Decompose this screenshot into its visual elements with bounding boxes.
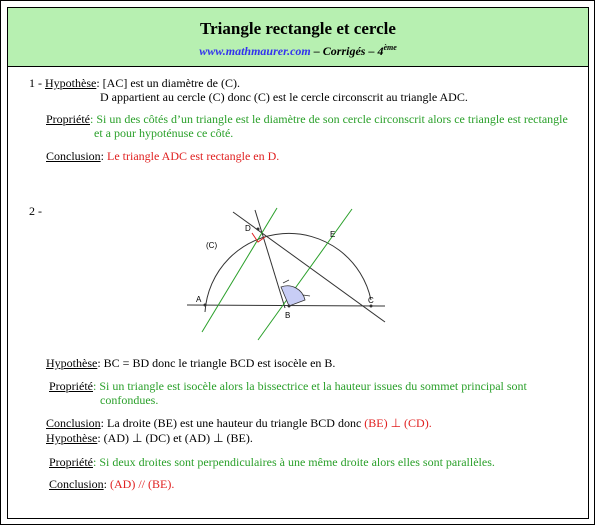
- conclusion-colon: :: [103, 477, 111, 491]
- conclusion-label: Conclusion: [49, 477, 104, 491]
- hypothesis-text: : (AD) ⊥ (DC) et (AD) ⊥ (BE).: [97, 431, 253, 445]
- conclusion-label: Conclusion: [46, 416, 101, 430]
- part2-property-1: [49, 379, 527, 393]
- property-label: Propriété: [49, 379, 93, 393]
- property-text: : Si un triangle est isocèle alors la bissectrice et la hauteur issues du sommet principal sont: [93, 379, 527, 393]
- part2-number: 2 -: [29, 204, 42, 218]
- conclusion-text: : La droite (BE) est une hauteur du triangle BCD donc: [100, 416, 365, 430]
- line-ad: [202, 208, 277, 332]
- part1-number: 1 -: [29, 76, 45, 90]
- point-a: [204, 304, 207, 307]
- conclusion-text: Le triangle ADC est rectangle en D.: [107, 149, 280, 163]
- label-b: B: [285, 311, 291, 320]
- site-link[interactable]: www.mathmaurer.com: [199, 44, 311, 58]
- grade-superscript: ème: [383, 43, 397, 52]
- property-text: : Si deux droites sont perpendiculaires à une même droite alors elles sont parallèles.: [93, 455, 495, 469]
- part2-hypothesis-2: [46, 431, 253, 445]
- line-ac: [187, 305, 385, 306]
- part1-property-line2: et a pour hypoténuse ce côté.: [94, 126, 234, 140]
- label-d: D: [245, 224, 251, 233]
- part2-property-1-line2: confondues.: [100, 393, 159, 407]
- property-text: : Si un des côtés d’un triangle est le diamètre de son cercle circonscrit alors ce triangle est rectangle: [90, 112, 568, 126]
- hypothesis-label: Hypothèse: [46, 356, 98, 370]
- line-be: [258, 209, 352, 340]
- hypothesis-text: : BC = BD donc le triangle BCD est isocèle en B.: [97, 356, 336, 370]
- hypothesis-label: Hypothèse: [45, 76, 97, 90]
- conclusion-result: (AD) // (BE).: [110, 477, 175, 491]
- subtitle-text: – Corrigés – 4: [310, 44, 384, 58]
- part2-conclusion-1: [46, 416, 432, 430]
- hypothesis-text: : [AC] est un diamètre de (C).: [96, 76, 240, 90]
- part1-hypothesis-line2: D appartient au cercle (C) donc (C) est le cercle circonscrit au triangle ADC.: [100, 90, 468, 104]
- label-c: C: [368, 296, 374, 305]
- point-d: [257, 228, 260, 231]
- hypothesis-label: Hypothèse: [46, 431, 98, 445]
- point-b: [288, 305, 291, 308]
- property-label: Propriété: [46, 112, 90, 126]
- label-e: E: [330, 230, 336, 239]
- label-a: A: [196, 295, 202, 304]
- part2-property-2: [49, 455, 495, 469]
- part2-hypothesis-1: [46, 356, 335, 370]
- line-db: [255, 210, 285, 308]
- label-circle: (C): [206, 241, 218, 250]
- conclusion-result: (BE) ⊥ (CD).: [364, 416, 432, 430]
- page-title: Triangle rectangle et cercle: [200, 19, 396, 38]
- conclusion-colon: :: [100, 149, 108, 163]
- conclusion-label: Conclusion: [46, 149, 101, 163]
- bisector-tick-1: [283, 280, 289, 283]
- property-label: Propriété: [49, 455, 93, 469]
- part2-conclusion-2: [49, 477, 174, 491]
